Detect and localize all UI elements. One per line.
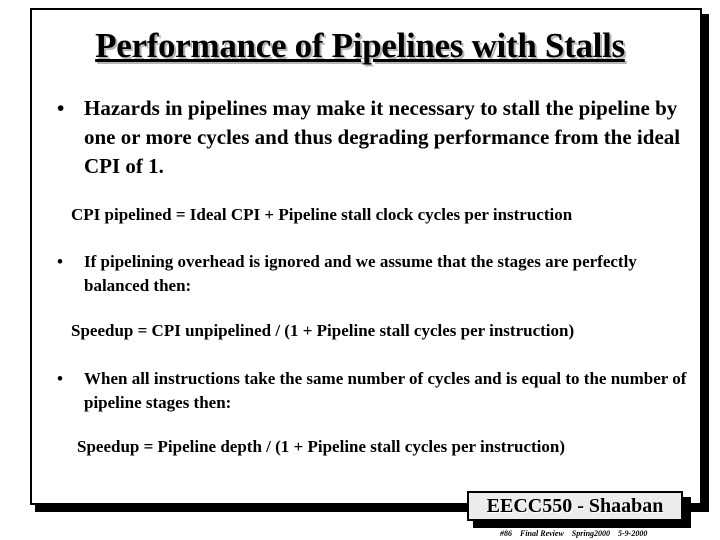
- bullet-icon: •: [57, 96, 65, 120]
- slide-footer: [500, 529, 653, 538]
- bullet-text: Hazards in pipelines may make it necessary to stall the pipeline by one or more cycles and thus degrading performance from the ideal CPI of 1.: [84, 96, 681, 178]
- footer-label: Final Review: [520, 529, 564, 538]
- formula-speedup-depth: Speedup = Pipeline depth / (1 + Pipeline stall cycles per instruction): [77, 437, 565, 456]
- footer-date: 5-9-2000: [618, 529, 648, 538]
- bullet-text: When all instructions take the same number of cycles and is equal to the number of pipeline stages then:: [84, 369, 687, 412]
- bullet-icon: •: [57, 369, 63, 388]
- formula-speedup-cpi: Speedup = CPI unpipelined / (1 + Pipeline stall cycles per instruction): [71, 321, 575, 340]
- slide-title: Performance of Pipelines with Stalls: [95, 26, 625, 65]
- bullet-text: If pipelining overhead is ignored and we assume that the stages are perfectly balanced then:: [84, 252, 637, 295]
- course-badge: EECC550 - Shaaban: [467, 491, 683, 521]
- formula-cpi-pipelined: CPI pipelined = Ideal CPI + Pipeline stall clock cycles per instruction: [71, 205, 573, 224]
- slide-number: #86: [500, 529, 512, 538]
- footer-term: Spring2000: [571, 529, 611, 538]
- bullet-icon: •: [57, 252, 63, 271]
